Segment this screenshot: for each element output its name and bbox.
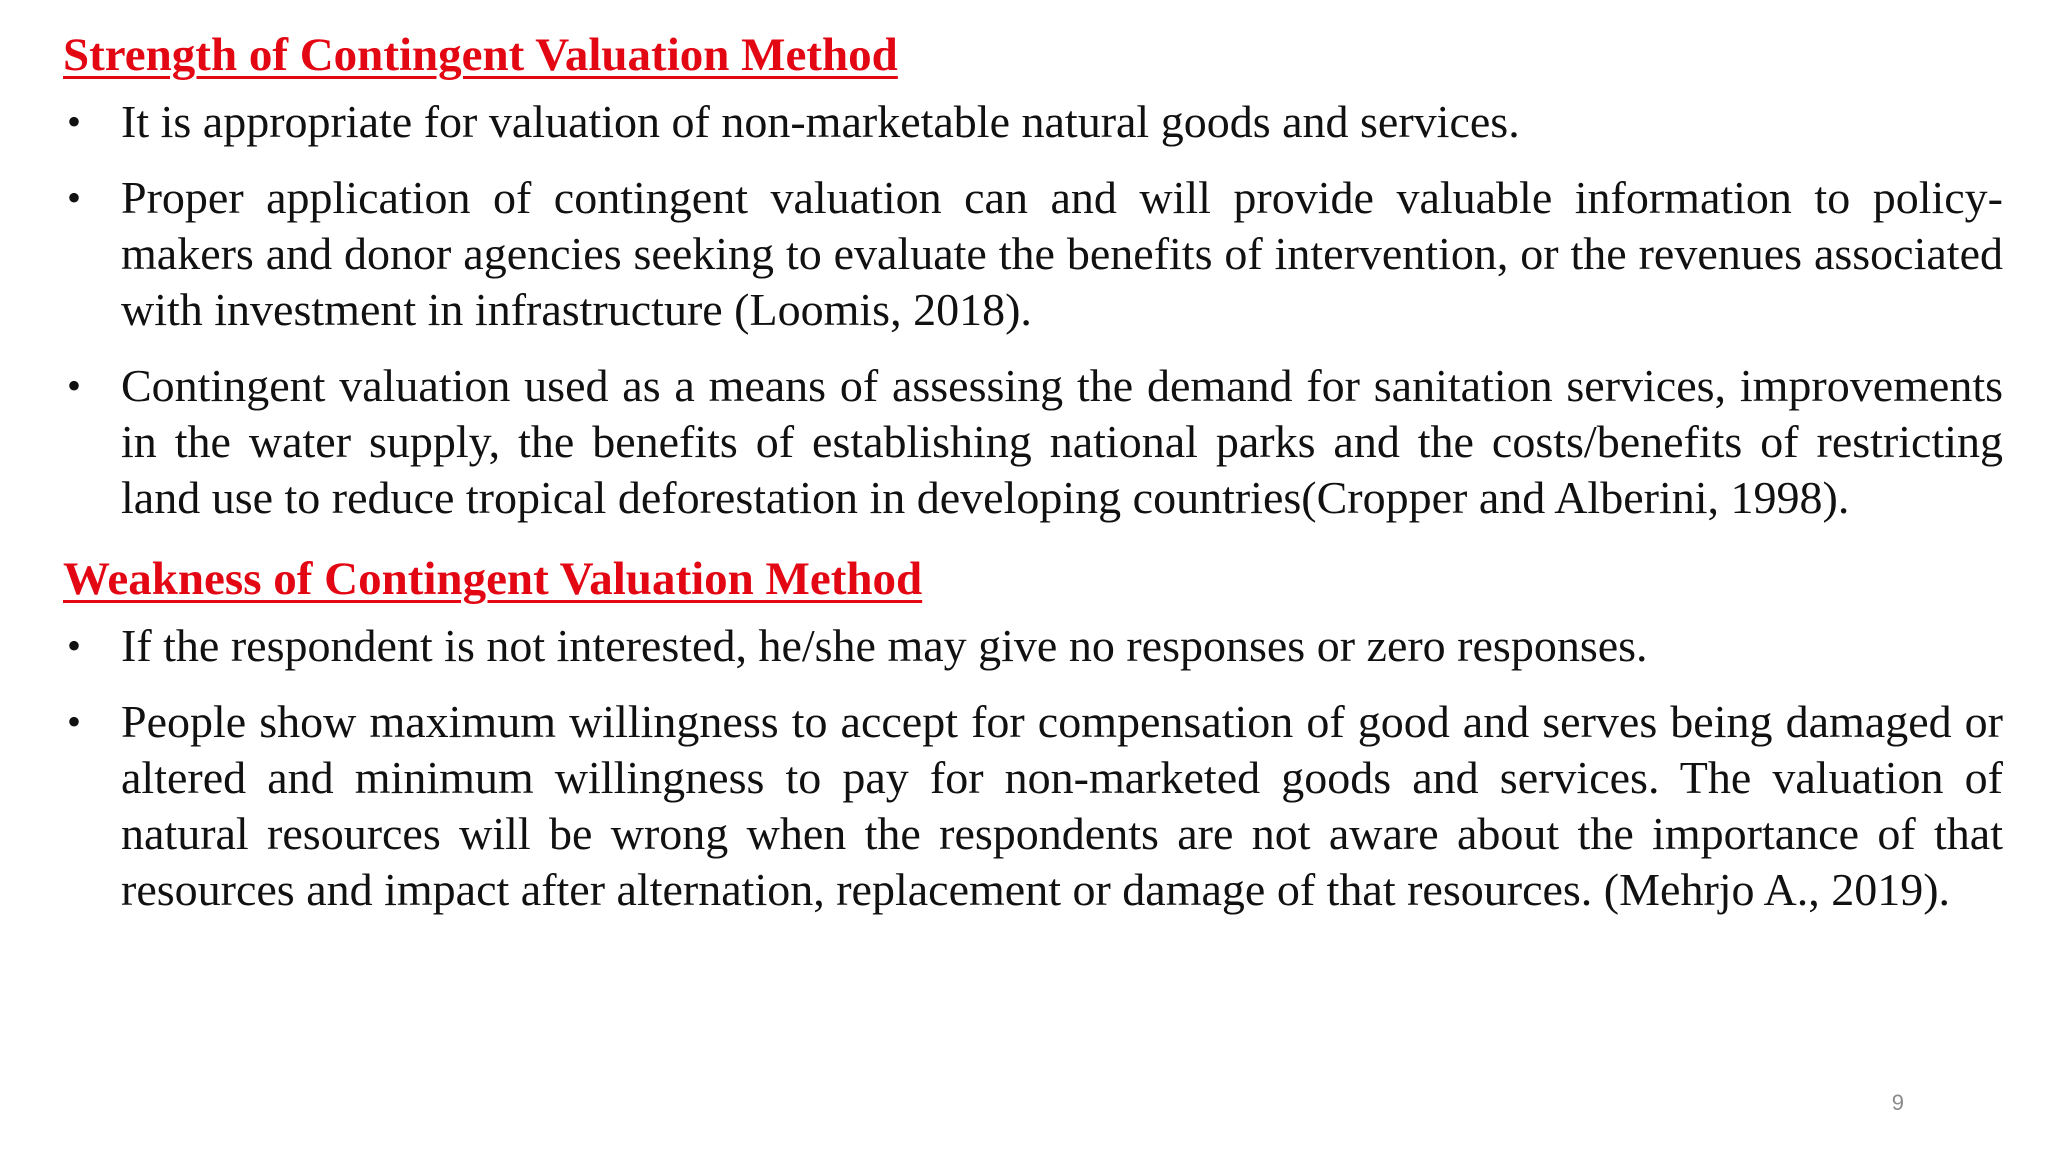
- weakness-heading-row: [63, 546, 2003, 612]
- strength-bullet-3-text: Contingent valuation used as a means of assessing the demand for sanitation services, improvements in the water supply, the benefits of establishing national parks and the costs/benefits of restricting land use to reduce tropical deforestation in developing countries(Cropper and Alberini, 1998).: [121, 360, 2003, 523]
- strength-bullet-list: [63, 94, 2003, 526]
- slide-content: [63, 22, 2003, 938]
- weakness-bullet-1: [63, 618, 2003, 674]
- strength-bullet-3: [63, 358, 2003, 526]
- bullet-icon: •: [67, 699, 82, 744]
- weakness-heading: Weakness of Contingent Valuation Method: [63, 553, 923, 605]
- strength-heading: Strength of Contingent Valuation Method: [63, 29, 898, 81]
- strength-bullet-2-text: Proper application of contingent valuation can and will provide valuable information to policy-makers and donor agencies seeking to evaluate the benefits of intervention, or the revenues associated with investment in infrastructure (Loomis, 2018).: [121, 172, 2003, 335]
- bullet-icon: •: [67, 363, 82, 408]
- bullet-icon: •: [67, 99, 82, 144]
- page-number: 9: [1891, 1090, 1904, 1115]
- strength-bullet-1: [63, 94, 2003, 150]
- weakness-bullet-1-text: If the respondent is not interested, he/she may give no responses or zero responses.: [121, 620, 1648, 671]
- strength-heading-row: [63, 22, 2003, 88]
- weakness-bullet-list: [63, 618, 2003, 918]
- strength-bullet-1-text: It is appropriate for valuation of non-marketable natural goods and services.: [121, 96, 1520, 147]
- weakness-bullet-2-text: People show maximum willingness to accept for compensation of good and serves being damaged or altered and minimum willingness to pay for non-marketed goods and services. The valuation of natural resources will be wrong when the respondents are not aware about the importance of that resources and impact after alternation, replacement or damage of that resources. (Mehrjo A., 2019).: [121, 696, 2003, 915]
- bullet-icon: •: [67, 623, 82, 668]
- weakness-bullet-2: [63, 694, 2003, 918]
- bullet-icon: •: [67, 175, 82, 220]
- strength-bullet-2: [63, 170, 2003, 338]
